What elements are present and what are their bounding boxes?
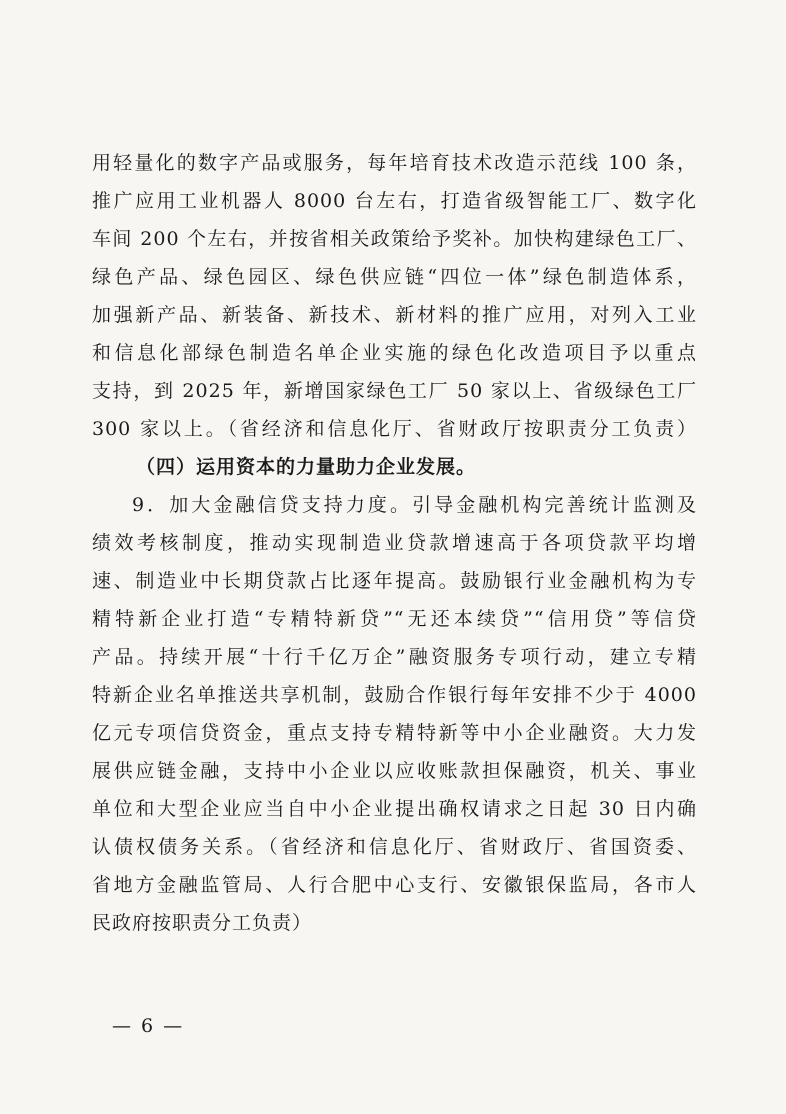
- text-line: 车间 200 个左右，并按省相关政策给予奖补。加快构建绿色工厂、: [92, 228, 697, 250]
- text-line: 加强新产品、新装备、新技术、新材料的推广应用，对列入工业: [92, 304, 697, 326]
- text-line: 支持，到 2025 年，新增国家绿色工厂 50 家以上、省级绿色工厂: [92, 380, 697, 402]
- text-line: 省地方金融监管局、人行合肥中心支行、安徽银保监局，各市人: [92, 874, 697, 896]
- page-number: — 6 —: [112, 1015, 185, 1037]
- text-line: 绩效考核制度，推动实现制造业贷款增速高于各项贷款平均增: [92, 532, 697, 554]
- text-line: 精特新企业打造“专精特新贷”“无还本续贷”“信用贷”等信贷: [92, 608, 697, 630]
- text-line: 300 家以上。（省经济和信息化厅、省财政厅按职责分工负责）: [92, 418, 697, 440]
- text-line: 民政府按职责分工负责）: [92, 912, 313, 934]
- text-line: 单位和大型企业应当自中小企业提出确权请求之日起 30 日内确: [92, 798, 697, 820]
- text-line: 产品。持续开展“十行千亿万企”融资服务专项行动，建立专精: [92, 646, 697, 668]
- text-line: 速、制造业中长期贷款占比逐年提高。鼓励银行业金融机构为专: [92, 570, 697, 592]
- text-line: 特新企业名单推送共享机制，鼓励合作银行每年安排不少于 4000: [92, 684, 697, 706]
- paragraph-first-line: 9．加大金融信贷支持力度。引导金融机构完善统计监测及: [132, 494, 697, 516]
- document-body: [92, 144, 697, 942]
- text-line: 亿元专项信贷资金，重点支持专精特新等中小企业融资。大力发: [92, 722, 697, 744]
- text-line: 用轻量化的数字产品或服务，每年培育技术改造示范线 100 条，: [92, 152, 697, 174]
- text-line: 认债权债务关系。（省经济和信息化厅、省财政厅、省国资委、: [92, 836, 697, 858]
- text-line: 绿色产品、绿色园区、绿色供应链“四位一体”绿色制造体系，: [92, 266, 697, 288]
- text-line: 和信息化部绿色制造名单企业实施的绿色化改造项目予以重点: [92, 342, 697, 364]
- section-heading: （四）运用资本的力量助力企业发展。: [136, 456, 477, 478]
- text-line: 展供应链金融，支持中小企业以应收账款担保融资，机关、事业: [92, 760, 697, 782]
- text-line: 推广应用工业机器人 8000 台左右，打造省级智能工厂、数字化: [92, 190, 697, 212]
